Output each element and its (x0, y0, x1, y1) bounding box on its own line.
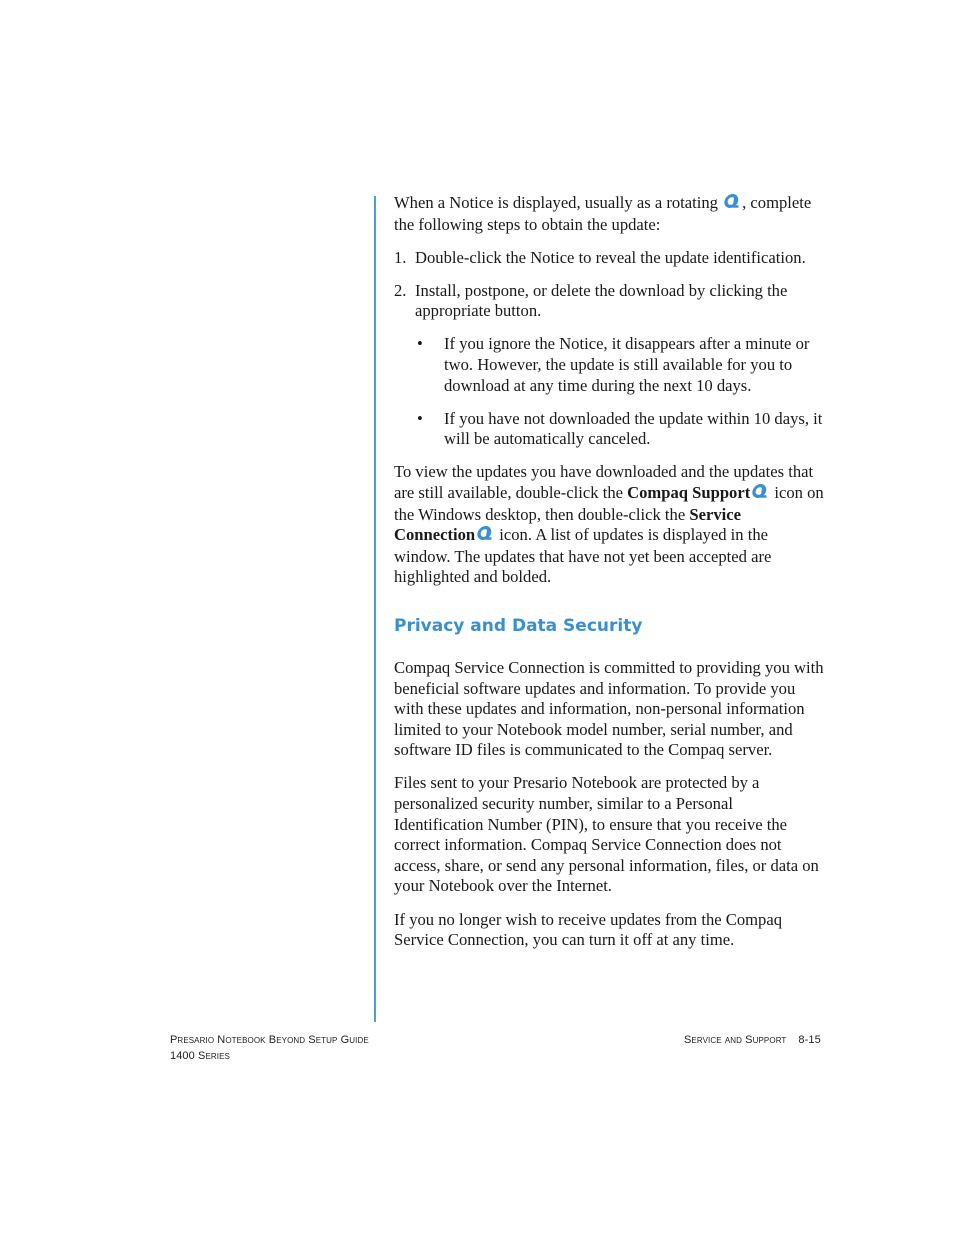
bullet-icon: • (417, 334, 423, 354)
page-body (394, 193, 826, 963)
bullet-icon: • (417, 408, 423, 428)
view-updates-paragraph: To view the updates you have downloaded and the updates that are still available, double-click the Compaq Support icon on the Windows desktop, then double-click the Service Connection icon. A list of updates is displayed in the window. The updates that have not yet been accepted are highlighted and bolded. (394, 462, 824, 587)
compaq-support-icon (751, 483, 769, 505)
service-connection-icon (476, 525, 494, 547)
margin-rule (374, 196, 376, 1022)
privacy-paragraph: Compaq Service Connection is committed to providing you with beneficial software updates and information. To provide you with these updates and information, non-personal information limited to your Notebook model number, serial number, and software ID files is communicated to the Compaq server. (394, 658, 824, 760)
step-2: 2. Install, postpone, or delete the download by clicking the appropriate button. (394, 280, 788, 321)
bullet-item: • If you ignore the Notice, it disappears after a minute or two. However, the update is still available for you to download at any time during the next 10 days. (417, 334, 810, 395)
page-number: 8-15 (798, 1034, 821, 1046)
footer-book-title: Presario Notebook Beyond Setup Guide 1400 Series (170, 1034, 369, 1062)
privacy-paragraph: If you no longer wish to receive updates from the Compaq Service Connection, you can turn it off at any time. (394, 909, 783, 950)
intro-paragraph: When a Notice is displayed, usually as a rotating , complete the following steps to obtain the update: (394, 193, 812, 234)
step-1: 1. Double-click the Notice to reveal the update identification. (394, 247, 806, 267)
bullet-item: • If you have not downloaded the update within 10 days, it will be automatically canceled. (417, 408, 823, 449)
footer-section: Service and Support 8-15 (684, 1034, 821, 1046)
section-heading: Privacy and Data Security (394, 616, 643, 636)
compaq-q-icon (723, 193, 741, 215)
privacy-paragraph: Files sent to your Presario Notebook are protected by a personalized security number, similar to a Personal Identification Number (PIN), to ensure that you receive the correct information. Compaq Service Connection does not access, share, or send any personal information, files, or data on your Notebook over the Internet. (394, 773, 819, 896)
